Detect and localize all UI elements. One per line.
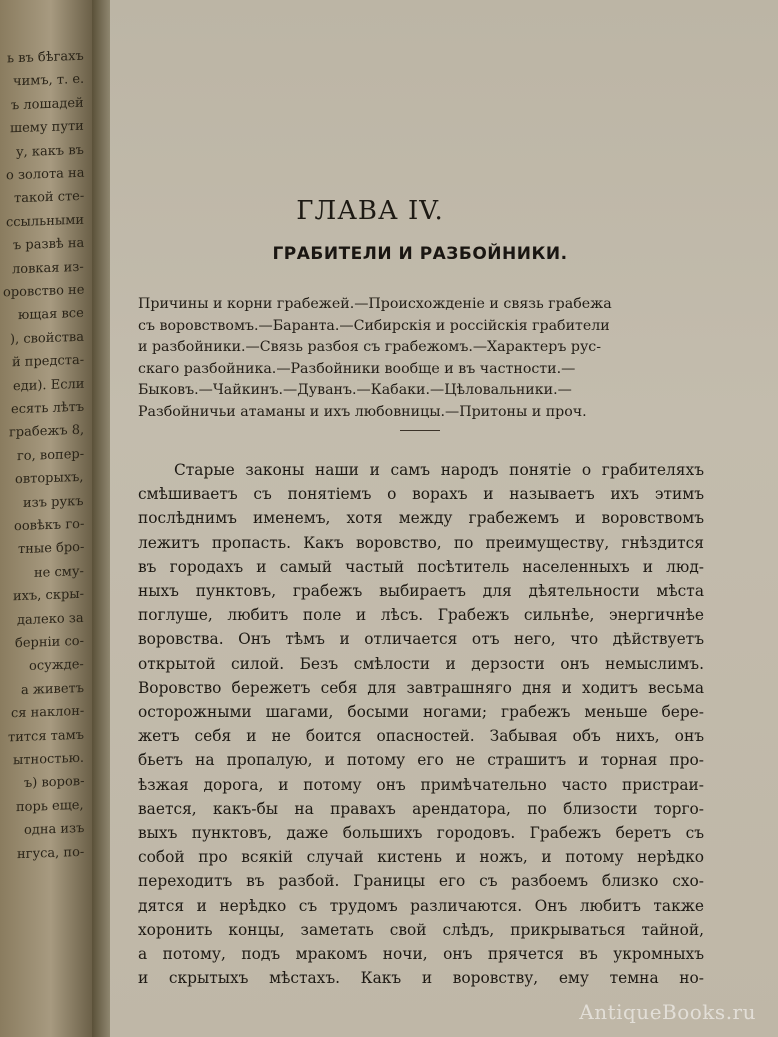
left-page-fragment: овторыхъ, — [15, 469, 84, 488]
left-page-fragment: ъ лошадей — [11, 95, 84, 114]
body-line: бьетъ на пропалую, и потому его не страшитъ и торная про- — [138, 751, 704, 770]
left-page-fragment: одна изъ — [23, 821, 84, 839]
synopsis-line: и разбойники.—Связь разбоя съ грабежомъ.—Характеръ рус- — [138, 339, 602, 355]
watermark: AntiqueBooks.ru — [579, 1000, 756, 1024]
body-line: и скрытыхъ мѣстахъ. Какъ и воровству, ему темна но- — [138, 969, 704, 988]
body-line: собой про всякій случай кистень и ножъ, и потому нерѣдко — [138, 848, 704, 867]
left-page-fragment: осужде- — [29, 657, 84, 675]
left-page-edge — [0, 0, 92, 1037]
left-page-fragment: ъ) воров- — [23, 774, 84, 792]
body-line: дятся и нерѣдко съ трудомъ различаются. Онъ любитъ также — [138, 896, 704, 915]
body-line: Старые законы наши и самъ народъ понятіе о грабителяхъ — [174, 461, 704, 479]
left-page-fragment: о золота на — [5, 165, 84, 184]
body-line: смѣшиваетъ съ понятіемъ о ворахъ и называетъ ихъ этимъ — [138, 485, 704, 504]
body-line: воровства. Онъ тѣмъ и отличается отъ него, что дѣйствуетъ — [138, 630, 704, 649]
left-page-fragment: шему пути — [10, 118, 84, 137]
synopsis-line: съ воровствомъ.—Баранта.—Сибирскія и россійскія грабители — [138, 317, 610, 334]
left-page-fragment: изъ рукъ — [23, 493, 84, 511]
body-line: поглуше, любитъ поле и лѣсъ. Грабежъ сильнѣе, энергичнѣе — [138, 606, 704, 625]
left-page-fragment: ), свойства — [10, 329, 84, 348]
left-page-fragment: оровство не — [2, 282, 84, 301]
body-line: ныхъ пунктовъ, грабежъ выбираетъ для дѣятельности мѣста — [138, 582, 704, 601]
left-page-fragment: чимъ, т. е. — [12, 72, 84, 90]
left-page-fragment: й предста- — [11, 352, 84, 371]
body-line: жетъ себя и не боится опасностей. Забывая объ нихъ, онъ — [138, 727, 704, 746]
left-page-fragment: ся наклон- — [10, 703, 84, 722]
left-page-fragment: ловкая из- — [12, 259, 84, 277]
left-page-fragment: ытностью. — [12, 750, 84, 769]
left-page-fragment: а живетъ — [21, 680, 84, 698]
body-line: хоронить концы, заметать свой слѣдъ, прикрываться тайной, — [138, 920, 704, 939]
body-line: а потому, подъ мракомъ ночи, онъ прячется въ укромныхъ — [138, 945, 704, 964]
synopsis-line: Разбойничьи атаманы и ихъ любовницы.—Притоны и проч. — [138, 403, 587, 420]
left-page-fragment: ссыльными — [5, 212, 84, 231]
body-line: вается, какъ-бы на правахъ арендатора, по близости торго- — [138, 799, 704, 818]
chapter-title: ГРАБИТЕЛИ И РАЗБОЙНИКИ. — [272, 244, 568, 264]
body-line: осторожными шагами, босыми ногами; грабежъ меньше бере- — [138, 703, 704, 722]
left-page-fragment: нгуса, по- — [16, 844, 84, 862]
body-line: открытой силой. Безъ смѣлости и дерзости онъ немыслимъ. — [138, 654, 704, 673]
left-page-fragment: ь въ бѣгахъ — [7, 48, 84, 67]
chapter-synopsis — [138, 294, 704, 423]
body-text — [138, 458, 704, 990]
left-page-fragment: го, вопер- — [16, 446, 84, 464]
left-page-fragment: грабежъ 8, — [8, 423, 84, 441]
synopsis-line: скаго разбойника.—Разбойники вообще и въ частности.— — [138, 360, 576, 377]
left-page-fragment: ъ развѣ на — [12, 235, 84, 254]
left-page-fragment: тится тамъ — [8, 727, 84, 745]
left-page-fragment: ющая все — [18, 306, 84, 324]
book-gutter — [92, 0, 110, 1037]
left-page-fragment: тные бро- — [17, 540, 84, 558]
left-page-fragment: у, какъ въ — [16, 142, 84, 160]
body-line: лежитъ пропасть. Какъ воровство, по преимуществу, гнѣздится — [138, 533, 704, 552]
section-divider — [400, 430, 440, 431]
synopsis-line: Быковъ.—Чайкинъ.—Дуванъ.—Кабаки.—Цѣловальники.— — [138, 382, 572, 398]
left-page-fragment: порь еще, — [16, 797, 84, 815]
left-page-fragment: оовѣкъ го- — [13, 516, 84, 535]
left-page-fragment: еди). Если — [12, 376, 84, 394]
body-line: выхъ пунктовъ, даже большихъ городовъ. Грабежъ беретъ съ — [138, 824, 704, 843]
left-page-fragment: не сму- — [34, 563, 84, 581]
body-line: ѣзжая дорога, и потому онъ примѣчательно часто пристраи- — [138, 775, 704, 794]
synopsis-line: Причины и корни грабежей.—Происхожденіе и связь грабежа — [138, 296, 612, 312]
chapter-label: ГЛАВА IV. — [296, 196, 444, 226]
left-page-fragment: далеко за — [17, 610, 84, 628]
body-line: переходитъ въ разбой. Границы его съ разбоемъ близко схо- — [138, 872, 704, 891]
left-page-fragment: такой сте- — [13, 189, 84, 207]
left-page-fragment: берніи со- — [15, 633, 84, 652]
left-page-fragment: ихъ, скры- — [13, 586, 84, 605]
body-line: послѣднимъ именемъ, хотя между грабежемъ и воровствомъ — [138, 509, 704, 528]
body-line: Воровство бережетъ себя для завтрашняго дня и ходитъ весьма — [138, 678, 704, 697]
left-page-fragment: есять лѣтъ — [10, 399, 84, 418]
body-line: въ городахъ и самый частый посѣтитель населенныхъ и люд- — [138, 557, 704, 576]
